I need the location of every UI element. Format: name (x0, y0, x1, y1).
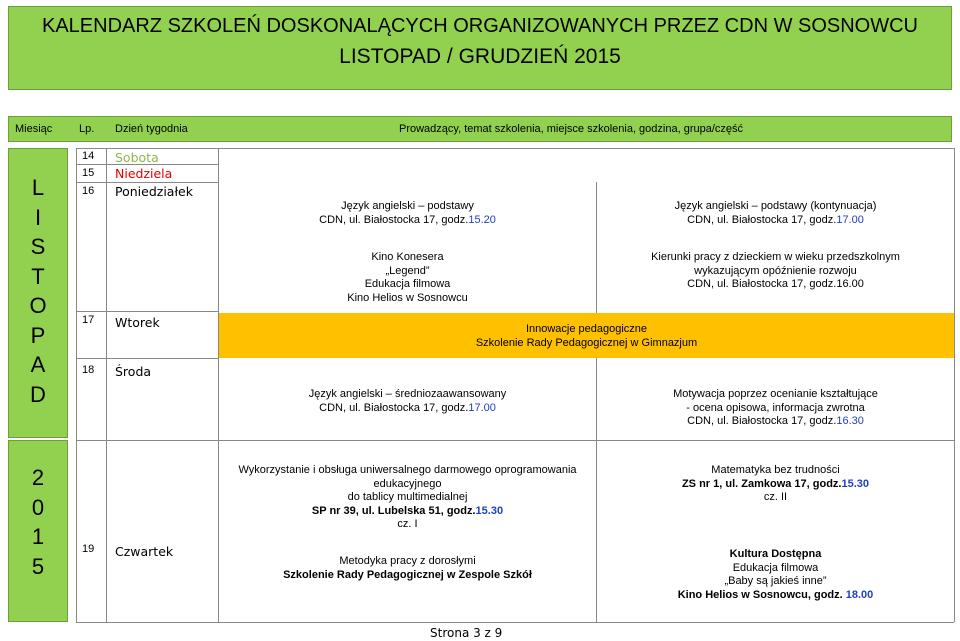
event-title: Kultura Dostępna (729, 548, 822, 560)
event-subtitle: - ocena opisowa, informacja zwrotna (686, 401, 865, 414)
page-subtitle: LISTOPAD / GRUDZIEŃ 2015 (339, 45, 621, 68)
event-oprogramowanie (219, 464, 596, 532)
event-location (597, 415, 954, 429)
event-title: Matematyka bez trudności (711, 464, 840, 476)
page-number: Strona 3 z 9 (430, 626, 503, 640)
event-title: Język angielski – średniozaawansowany (308, 388, 507, 400)
event-english-intermediate (219, 388, 596, 415)
event-title: Kino Konesera (371, 251, 444, 263)
event-kultura-dostepna (597, 548, 954, 602)
day-name-sunday: Niedziela (115, 166, 173, 181)
event-english-basic (219, 200, 596, 227)
day-number: 15 (82, 167, 95, 179)
month-letters-november (9, 173, 67, 409)
month-letter: T (31, 263, 45, 289)
event-time: 15.20 (468, 213, 496, 226)
event-location (219, 214, 596, 228)
month-letter: L (31, 175, 45, 200)
event-title: Metodyka pracy z dorosłymi (339, 555, 476, 567)
month-letter: P (30, 322, 46, 348)
event-title: Język angielski – podstawy (341, 200, 474, 212)
event-time: 15.30 (475, 504, 504, 517)
event-subtitle: Edukacja filmowa (364, 278, 451, 290)
header-details: Prowadzący, temat szkolenia, miejsce szkolenia, godzina, grupa/część (399, 123, 744, 135)
month-letter: O (29, 293, 47, 318)
event-innowacje (219, 313, 954, 358)
event-location (597, 589, 954, 603)
event-matematyka (597, 464, 954, 505)
day-name-tuesday: Wtorek (115, 315, 160, 330)
event-location (219, 505, 596, 519)
month-column-november (8, 148, 68, 438)
event-time: 18.00 (845, 588, 874, 601)
event-time: 16.30 (836, 415, 864, 427)
page-title: KALENDARZ SZKOLEŃ DOSKONALĄCYCH ORGANIZOWANYCH PRZEZ CDN W SOSNOWCU (41, 15, 918, 37)
event-location (597, 478, 954, 492)
event-title-cont: edukacyjnego (373, 477, 442, 490)
event-subtitle: Edukacja filmowa (732, 561, 819, 574)
event-place: CDN, ul. Białostocka 17, godz. (687, 213, 837, 226)
event-film: „Legend” (385, 264, 430, 277)
event-place: ZS nr 1, ul. Zamkowa 17, godz. (681, 477, 842, 490)
month-letter: I (34, 204, 42, 230)
day-name-thursday: Czwartek (115, 544, 174, 559)
event-title: Kierunki pracy z dzieckiem w wieku przedszkolnym (651, 251, 900, 263)
column-divider (954, 148, 955, 622)
event-place: CDN, ul. Białostocka 17, godz. (319, 213, 469, 226)
column-divider (76, 148, 77, 622)
event-time: 17.00 (836, 213, 864, 226)
day-name-saturday: Sobota (115, 150, 159, 165)
column-divider (106, 148, 107, 622)
day-number: 19 (82, 543, 95, 555)
month-letter: 5 (31, 553, 45, 579)
month-letter: A (30, 352, 46, 377)
event-place: CDN, ul. Białostocka 17, godz. (687, 415, 837, 427)
month-letter: 0 (31, 494, 45, 520)
month-letter: D (30, 381, 46, 407)
month-letters-december (9, 463, 67, 581)
event-location (597, 214, 954, 228)
day-number: 18 (82, 364, 95, 376)
event-title: Motywacja poprzez ocenianie kształtujące (673, 388, 878, 400)
day-number: 17 (82, 314, 95, 326)
title-banner (8, 6, 952, 90)
day-name-wednesday: Środa (115, 364, 152, 379)
event-kierunki-pracy (597, 251, 954, 292)
day-name-monday: Poniedziałek (115, 184, 193, 199)
event-title: Wykorzystanie i obsługa uniwersalnego darmowego oprogramowania (238, 464, 577, 476)
event-location: CDN, ul. Białostocka 17, godz.16.00 (687, 278, 864, 290)
month-letter: 2 (31, 465, 45, 490)
day-number: 16 (82, 185, 95, 197)
month-column-december (8, 440, 68, 622)
event-metodyka (219, 555, 596, 582)
row-divider (76, 440, 954, 441)
event-place: SP nr 39, ul. Lubelska 51, godz. (311, 504, 476, 517)
day-number: 14 (82, 150, 95, 162)
event-time: 17.00 (468, 401, 496, 414)
event-english-continuation (597, 200, 954, 227)
row-divider (76, 182, 218, 183)
month-letter: S (30, 234, 46, 259)
event-location: Kino Helios w Sosnowcu (347, 291, 468, 304)
header-lp: Lp. (79, 123, 95, 135)
event-place: CDN, ul. Białostocka 17, godz. (319, 401, 469, 414)
event-location: Szkolenie Rady Pedagogicznej w Zespole Szkół (283, 568, 532, 581)
event-title: Język angielski – podstawy (kontynuacja) (674, 200, 877, 212)
event-location: Szkolenie Rady Pedagogicznej w Gimnazjum (475, 336, 698, 349)
event-location (219, 402, 596, 416)
row-divider (76, 622, 954, 623)
header-weekday: Dzień tygodnia (115, 123, 188, 135)
month-letter: 1 (31, 524, 45, 549)
event-kino-konesera (219, 251, 596, 305)
event-time: 15.30 (841, 477, 870, 490)
event-film: „Baby są jakieś inne” (724, 575, 827, 587)
row-divider (76, 358, 218, 359)
row-divider (76, 311, 218, 312)
header-month: Miesiąc (15, 123, 53, 135)
event-title-cont: do tablicy multimedialnej (347, 491, 468, 503)
event-motywacja (597, 388, 954, 429)
table-header (8, 116, 952, 142)
event-title-cont: wykazującym opóźnienie rozwoju (694, 264, 857, 277)
event-title: Innowacje pedagogiczne (525, 323, 648, 335)
event-place: Kino Helios w Sosnowcu, godz. (677, 588, 846, 601)
event-part: cz. I (397, 518, 418, 530)
row-divider (76, 148, 954, 149)
event-part: cz. II (763, 491, 788, 503)
